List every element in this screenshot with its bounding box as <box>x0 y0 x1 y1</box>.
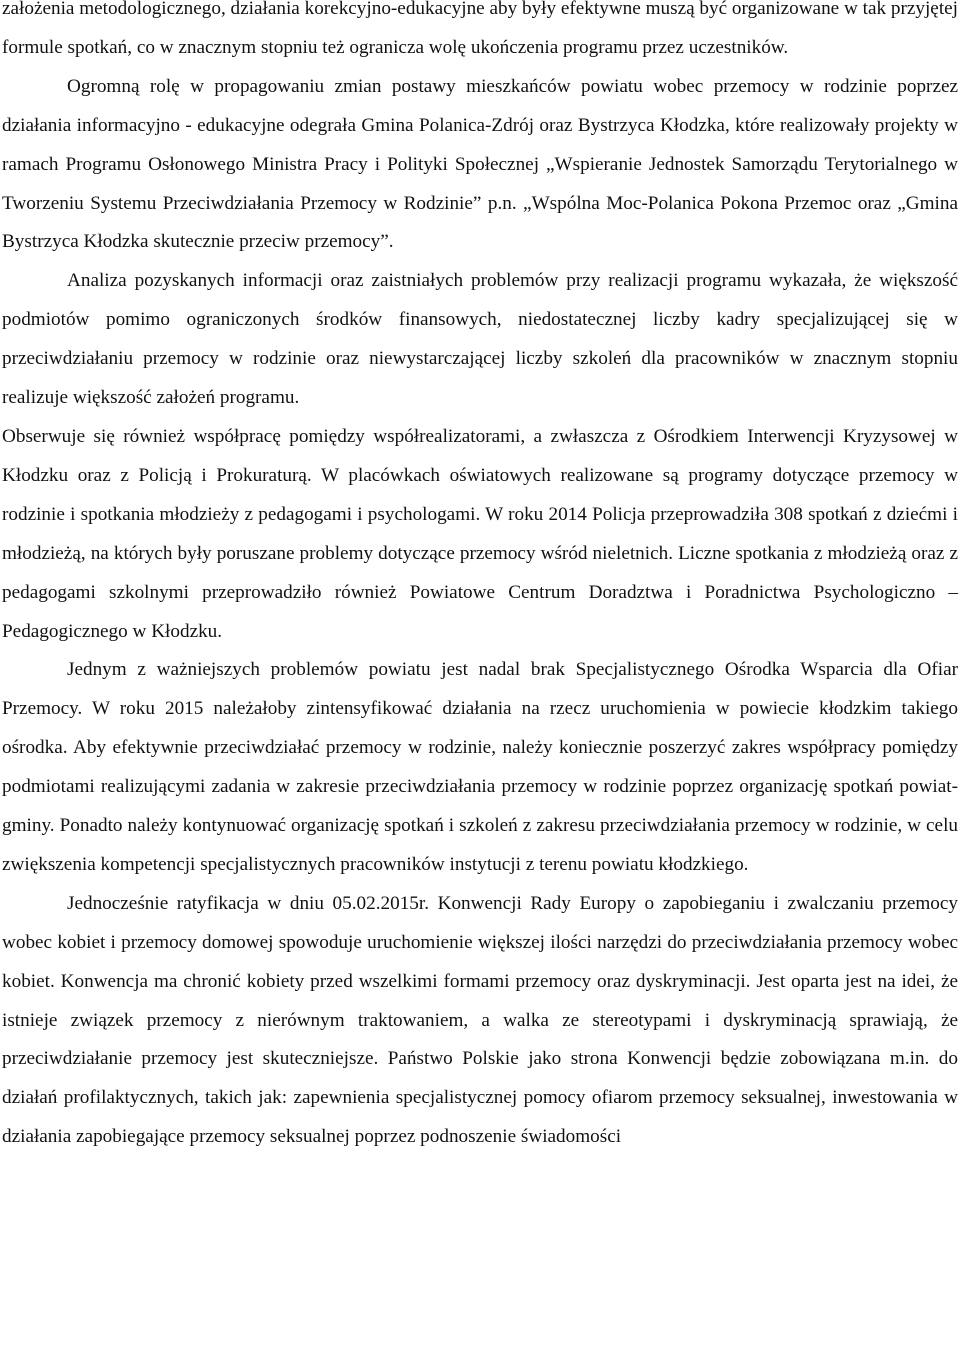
paragraph-analysis: Analiza pozyskanych informacji oraz zaistniałych problemów przy realizacji programu wykazała, że większość podmiotów pomimo ograniczonych środków finansowych, niedostatecznej liczby kadry specjalizującej się w przeciwdziałaniu przemocy w rodzinie oraz niewystarczającej liczby szkoleń dla pracowników w znacznym stopniu realizuje większość założeń programu. <box>2 270 958 409</box>
document-page <box>2 0 958 1157</box>
paragraph-cooperation: Obserwuje się również współpracę pomiędzy współrealizatorami, a zwłaszcza z Ośrodkiem Interwencji Kryzysowej w Kłodzku oraz z Policją i Prokuraturą. W placówkach oświatowych realizowane są programy dotyczące przemocy w rodzinie i spotkania młodzieży z pedagogami i psychologami. W roku 2014 Policja przeprowadziła 308 spotkań z dziećmi i młodzieżą, na których były poruszane problemy dotyczące przemocy wśród nieletnich. Liczne spotkania z młodzieżą oraz z pedagogami szkolnymi przeprowadziło również Powiatowe Centrum Doradztwa i Poradnictwa Psychologiczno – Pedagogicznego w Kłodzku. <box>2 425 958 642</box>
paragraph-propagation-role: Ogromną rolę w propagowaniu zmian postawy mieszkańców powiatu wobec przemocy w rodzinie poprzez działania informacyjno - edukacyjne odegrała Gmina Polanica-Zdrój oraz Bystrzyca Kłodzka, które realizowały projekty w ramach Programu Osłonowego Ministra Pracy i Polityki Społecznej „Wspieranie Jednostek Samorządu Terytorialnego w Tworzeniu Systemu Przeciwdziałania Przemocy w Rodzinie” p.n. „Wspólna Moc-Polanica Pokona Przemoc oraz „Gmina Bystrzyca Kłodzka skutecznie przeciw przemocy”. <box>2 75 958 253</box>
paragraph-support-center: Jednym z ważniejszych problemów powiatu jest nadal brak Specjalistycznego Ośrodka Wsparcia dla Ofiar Przemocy. W roku 2015 należałoby zintensyfikować działania na rzecz uruchomienia w powiecie kłodzkim takiego ośrodka. Aby efektywnie przeciwdziałać przemocy w rodzinie, należy koniecznie poszerzyć zakres współpracy pomiędzy podmiotami realizującymi zadania w zakresie przeciwdziałania przemocy w rodzinie poprzez organizację spotkań powiat-gminy. Ponadto należy kontynuować organizację spotkań i szkoleń z zakresu przeciwdziałania przemocy w rodzinie, w celu zwiększenia kompetencji specjalistycznych pracowników instytucji z terenu powiatu kłodzkiego. <box>2 659 958 875</box>
paragraph-continuation: założenia metodologicznego, działania korekcyjno-edukacyjne aby były efektywne muszą być organizowane w tak przyjętej formule spotkań, co w znacznym stopniu też ogranicza wolę ukończenia programu przez uczestników. <box>2 0 958 58</box>
paragraph-convention: Jednocześnie ratyfikacja w dniu 05.02.2015r. Konwencji Rady Europy o zapobieganiu i zwalczaniu przemocy wobec kobiet i przemocy domowej spowoduje uruchomienie większej ilości narzędzi do przeciwdziałania przemocy wobec kobiet. Konwencja ma chronić kobiety przed wszelkimi formami przemocy oraz dyskryminacji. Jest oparta jest na idei, że istnieje związek przemocy z nierównym traktowaniem, a walka ze stereotypami i dyskryminacją sprawiają, że przeciwdziałanie przemocy jest skuteczniejsze. Państwo Polskie jako strona Konwencji będzie zobowiązana m.in. do działań profilaktycznych, takich jak: zapewnienia specjalistycznej pomocy ofiarom przemocy seksualnej, inwestowania w działania zapobiegające przemocy seksualnej poprzez podnoszenie świadomości <box>2 892 958 1148</box>
